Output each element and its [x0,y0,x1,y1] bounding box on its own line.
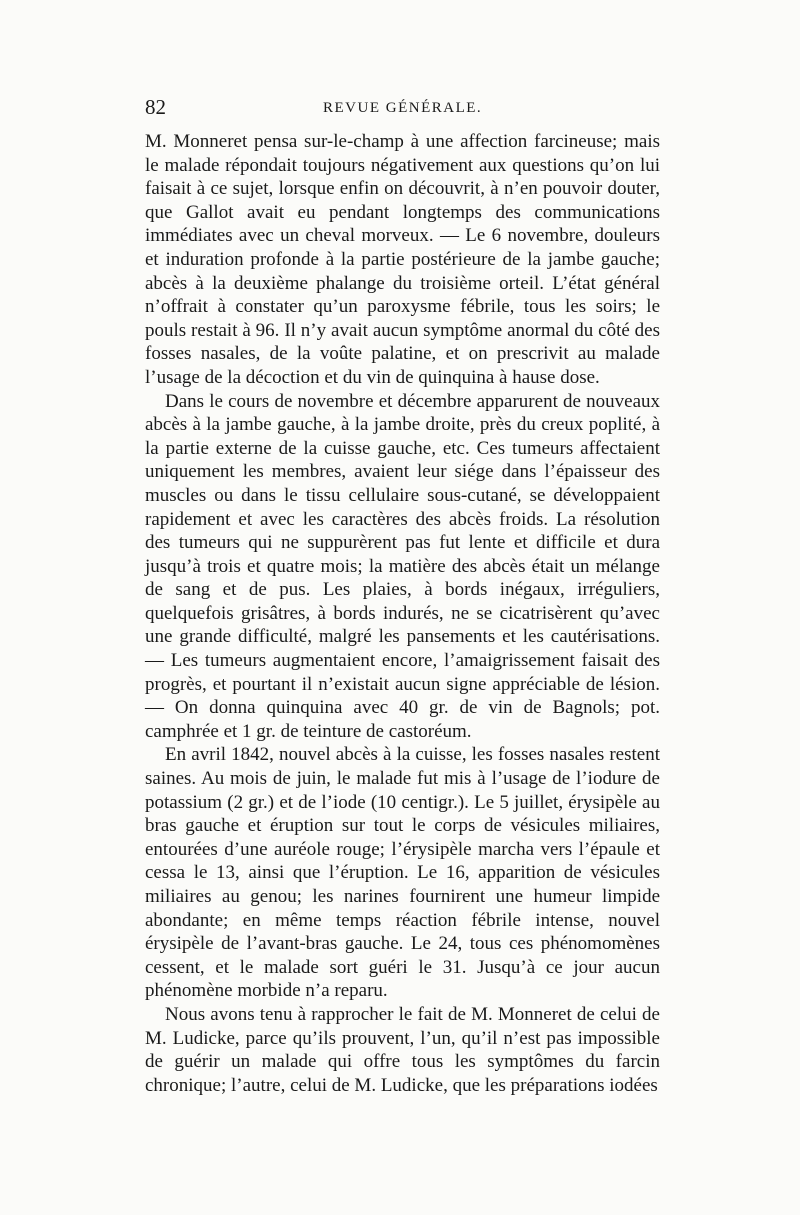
page-header [145,93,660,123]
body-text [145,130,660,1097]
page-number: 82 [145,95,166,119]
running-title: REVUE GÉNÉRALE. [323,100,483,116]
paragraph-2: Dans le cours de novembre et décembre apparurent de nouveaux abcès à la jambe gauche, à la jambe droite, près du creux poplité, à la partie externe de la cuisse gauche, etc. Ces tumeurs affectaient uniquement les membres, avaient leur siége dans l’épaisseur des muscles ou dans le tissu cellulaire sous-cutané, se développaient rapidement et avec les caractères des abcès froids. La résolution des tumeurs qui ne suppurèrent pas fut lente et difficile et dura jusqu’à trois et quatre mois; la matière des abcès était un mélange de sang et de pus. Les plaies, à bords inégaux, irréguliers, quelquefois grisâtres, à bords indurés, ne se cicatrisèrent qu’avec une grande difficulté, malgré les pansements et les cautérisations. — Les tumeurs augmentaient encore, l’amaigrissement faisait des progrès, et pourtant il n’existait aucun signe appréciable de lésion. — On donna quinquina avec 40 gr. de vin de Bagnols; pot. camphrée et 1 gr. de teinture de castoréum. [145,390,660,742]
paragraph-1: M. Monneret pensa sur-le-champ à une affection farcineuse; mais le malade répondait toujours négativement aux questions qu’on lui faisait à ce sujet, lorsque enfin on découvrit, à n’en pouvoir douter, que Gallot avait eu pendant longtemps des communications immédiates avec un cheval morveux. — Le 6 novembre, douleurs et induration profonde à la partie postérieure de la jambe gauche; abcès à la deuxième phalange du troisième orteil. L’état général n’offrait à constater qu’un paroxysme fébrile, tous les soirs; le pouls restait à 96. Il n’y avait aucun symptôme anormal du côté des fosses nasales, de la voûte palatine, et on prescrivit au malade l’usage de la décoction et du vin de quinquina à hause dose. [145,131,660,388]
paragraph-4: Nous avons tenu à rapprocher le fait de M. Monneret de celui de M. Ludicke, parce qu’ils prouvent, l’un, qu’il n’est pas impossible de guérir un malade qui offre tous les symptômes du farcin chronique; l’autre, celui de M. Ludicke, que les préparations iodées [145,1003,660,1096]
paragraph-3: En avril 1842, nouvel abcès à la cuisse, les fosses nasales restent saines. Au mois de juin, le malade fut mis à l’usage de l’iodure de potassium (2 gr.) et de l’iode (10 centigr.). Le 5 juillet, érysipèle au bras gauche et éruption sur tout le corps de vésicules miliaires, entourées d’une auréole rouge; l’érysipèle marcha vers l’épaule et cessa le 13, ainsi que l’éruption. Le 16, apparition de vésicules miliaires au genou; les narines fournirent une humeur limpide abondante; en même temps réaction fébrile intense, nouvel érysipèle de l’avant-bras gauche. Le 24, tous ces phénomomènes cessent, et le malade sort guéri le 31. Jusqu’à ce jour aucun phénomène morbide n’a reparu. [145,744,660,1002]
